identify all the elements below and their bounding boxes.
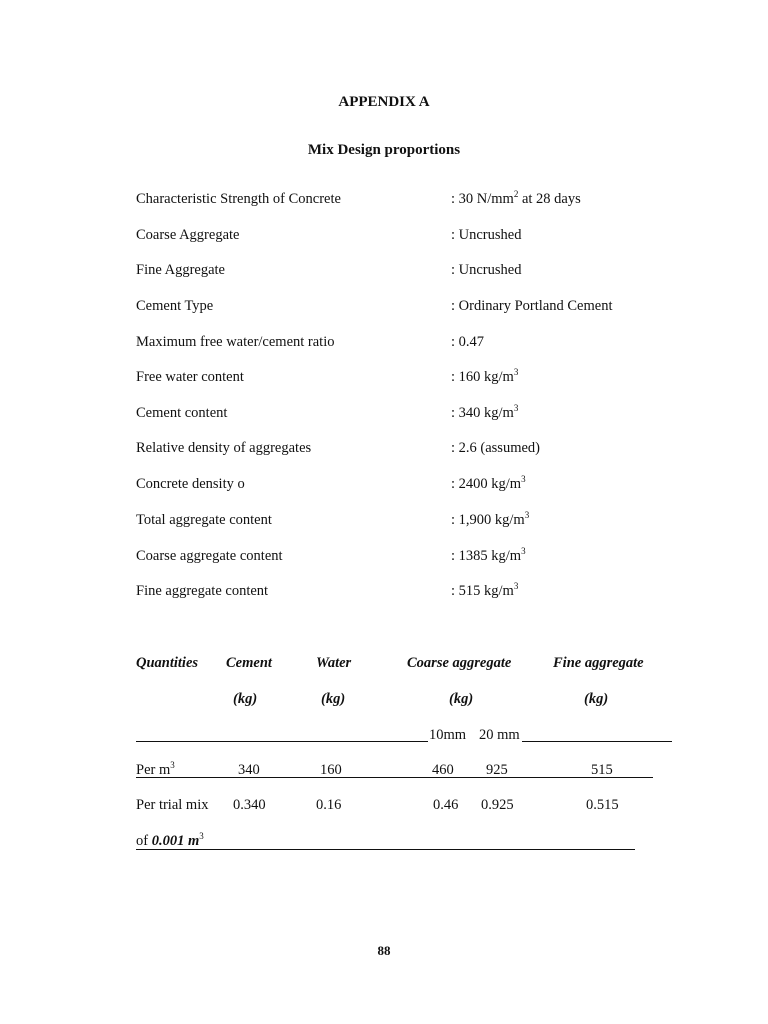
- header-quantities: Quantities: [136, 655, 199, 671]
- unit-water: (kg): [321, 691, 346, 707]
- cell-fine: 0.515: [586, 797, 619, 813]
- spec-label: Total aggregate content: [136, 512, 272, 528]
- size-20mm: 20 mm: [479, 727, 520, 743]
- unit-fine: (kg): [584, 691, 609, 707]
- header-cement: Cement: [226, 655, 272, 671]
- header-water: Water: [316, 655, 352, 671]
- header-fine-aggregate: Fine aggregate: [553, 655, 644, 671]
- cell-coarse-10mm: 0.46: [433, 797, 459, 813]
- spec-value: : 2400 $kg/m^3$: [451, 474, 526, 492]
- spec-label: Concrete density o: [136, 476, 245, 492]
- section-subtitle: Mix Design proportions: [307, 142, 461, 158]
- spec-value: : 340 $kg/m^3$: [451, 403, 519, 421]
- spec-label: Fine aggregate content: [136, 583, 269, 599]
- spec-value: : 2.6 (assumed): [451, 440, 540, 456]
- cell-cement: 0.340: [233, 797, 266, 813]
- header-coarse-aggregate: Coarse aggregate: [407, 655, 512, 671]
- spec-value: : 30 $N/mm^2$ at 28 days: [451, 189, 581, 207]
- spec-value: : 515 $kg/m^3$: [451, 581, 519, 599]
- spec-value: : Uncrushed: [451, 262, 522, 278]
- spec-value: : 0.47: [451, 334, 485, 350]
- page-number: 88: [377, 943, 391, 958]
- cell-coarse-10mm: 460: [432, 762, 454, 778]
- spec-label: Maximum free water/cement ratio: [136, 334, 335, 350]
- row-label-per-m3: Per $m^3$: [136, 760, 175, 778]
- spec-label: Cement content: [136, 405, 228, 421]
- spec-label: Cement Type: [136, 298, 214, 314]
- spec-label: Relative density of aggregates: [136, 440, 312, 456]
- cell-water: 0.16: [316, 797, 342, 813]
- spec-label: Characteristic Strength of Concrete: [136, 191, 341, 207]
- cell-coarse-20mm: 925: [486, 762, 508, 778]
- cell-cement: 340: [238, 762, 260, 778]
- header-rule-right: [522, 741, 672, 742]
- spec-value: : 160 $kg/m^3$: [451, 367, 519, 385]
- spec-label: Free water content: [136, 369, 244, 385]
- row-label-per-trial-mix: Per trial mix: [136, 797, 209, 813]
- row-sub-label: of 0.001 $m^3$: [136, 831, 204, 849]
- size-10mm: 10mm: [429, 727, 467, 743]
- table-bottom-rule: [136, 849, 635, 850]
- unit-coarse: (kg): [449, 691, 474, 707]
- spec-label: Fine Aggregate: [136, 262, 225, 278]
- header-rule-left: [136, 741, 428, 742]
- cell-water: 160: [320, 762, 342, 778]
- cell-fine: 515: [591, 762, 613, 778]
- spec-value: : 1,900 $kg/m^3$: [451, 510, 530, 528]
- spec-value: : 1385 $kg/m^3$: [451, 546, 526, 564]
- spec-label: Coarse Aggregate: [136, 227, 240, 243]
- spec-value: : Ordinary Portland Cement: [451, 298, 613, 314]
- spec-label: Coarse aggregate content: [136, 548, 283, 564]
- unit-cement: (kg): [233, 691, 258, 707]
- spec-value: : Uncrushed: [451, 227, 522, 243]
- cell-coarse-20mm: 0.925: [481, 797, 514, 813]
- appendix-title: APPENDIX A: [338, 94, 430, 110]
- row-rule: [136, 777, 653, 778]
